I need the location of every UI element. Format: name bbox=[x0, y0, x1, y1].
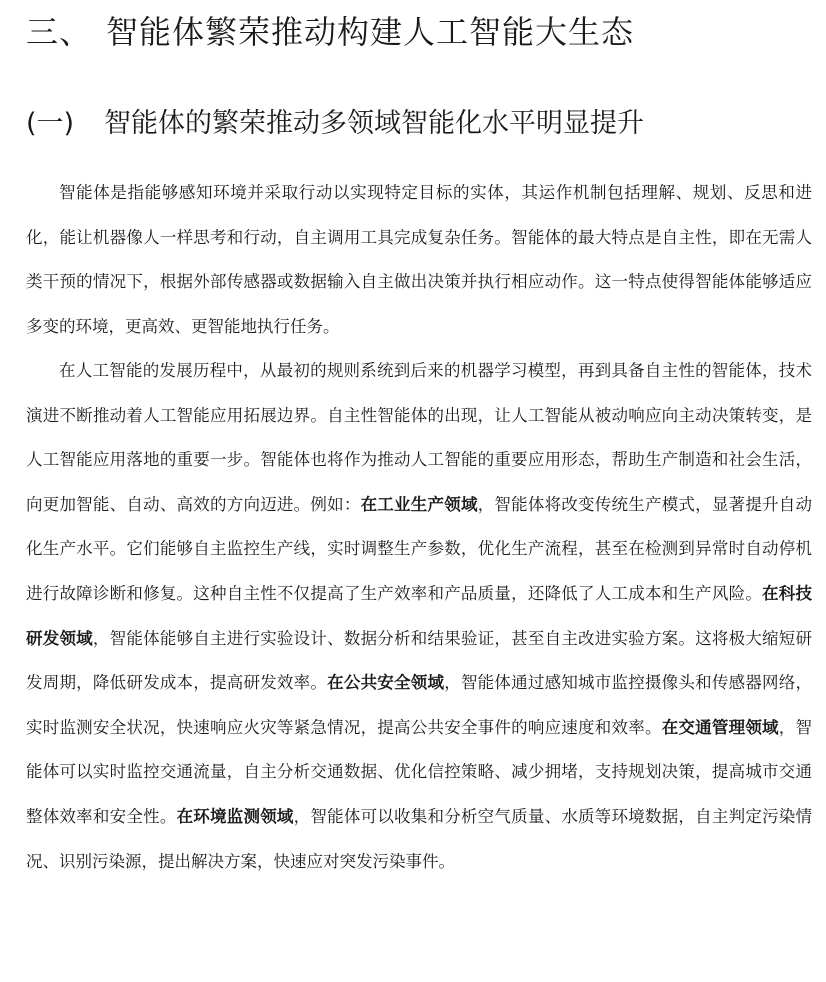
environment-label: 在环境监测领域 bbox=[176, 806, 294, 826]
traffic-text: ，智能体可以实时监控交通流量，自主分析交通数据、优化信控策略、减少拥堵，支持规划决策，提高城市交通整体效率和安全性。 bbox=[26, 717, 813, 826]
paragraph-intro: 智能体是指能够感知环境并采取行动以实现特定目标的实体，其运作机制包括理解、规划、反思和进化，能让机器像人一样思考和行动，自主调用工具完成复杂任务。智能体的最大特点是自主性，即在无需人类干预的情况下，根据外部传感器或数据输入自主做出决策并执行相应动作。这一特点使得智能体能够适应多变的环境，更高效、更智能地执行任务。 bbox=[26, 183, 812, 336]
subsection-title: 智能体的繁荣推动多领域智能化水平明显提升 bbox=[104, 108, 644, 139]
paragraph-applications bbox=[26, 349, 812, 884]
industry-label: 在工业生产领域 bbox=[360, 494, 478, 514]
research-text: ，智能体能够自主进行实验设计、数据分析和结果验证，甚至自主改进实验方案。这将极大缩短研发周期，降低研发成本，提高研发效率。 bbox=[26, 628, 813, 693]
subsection-heading bbox=[26, 104, 644, 144]
traffic-label: 在交通管理领域 bbox=[661, 717, 779, 737]
safety-text: ，智能体通过感知城市监控摄像头和传感器网络，实时监测安全状况，快速响应火灾等紧急情况，提高公共安全事件的响应速度和效率。 bbox=[26, 673, 813, 737]
section-title: 智能体繁荣推动构建人工智能大生态 bbox=[106, 13, 635, 51]
subsection-number: (一) bbox=[26, 108, 75, 139]
section-heading bbox=[26, 10, 634, 54]
applications-intro: 在人工智能的发展历程中，从最初的规则系统到后来的机器学习模型，再到具备自主性的智能体，技术演进不断推动着人工智能应用拓展边界。自主性智能体的出现，让人工智能从被动响应向主动决策转变，是人工智能应用落地的重要一步。智能体也将作为推动人工智能的重要应用形态，帮助生产制造和社会生活，向更加智能、自动、高效的方向迈进。例如： bbox=[26, 361, 812, 514]
section-number: 三、 bbox=[26, 13, 93, 51]
industry-text: ，智能体将改变传统生产模式，显著提升自动化生产水平。它们能够自主监控生产线，实时调整生产参数，优化生产流程，甚至在检测到异常时自动停机进行故障诊断和修复。这种自主性不仅提高了生产效率和产品质量，还降低了人工成本和生产风险。 bbox=[26, 494, 813, 603]
research-label: 在科技研发领域 bbox=[26, 583, 813, 648]
safety-label: 在公共安全领域 bbox=[327, 673, 445, 693]
environment-text: ，智能体可以收集和分析空气质量、水质等环境数据，自主判定污染情况、识别污染源，提出解决方案，快速应对突发污染事件。 bbox=[26, 806, 813, 871]
